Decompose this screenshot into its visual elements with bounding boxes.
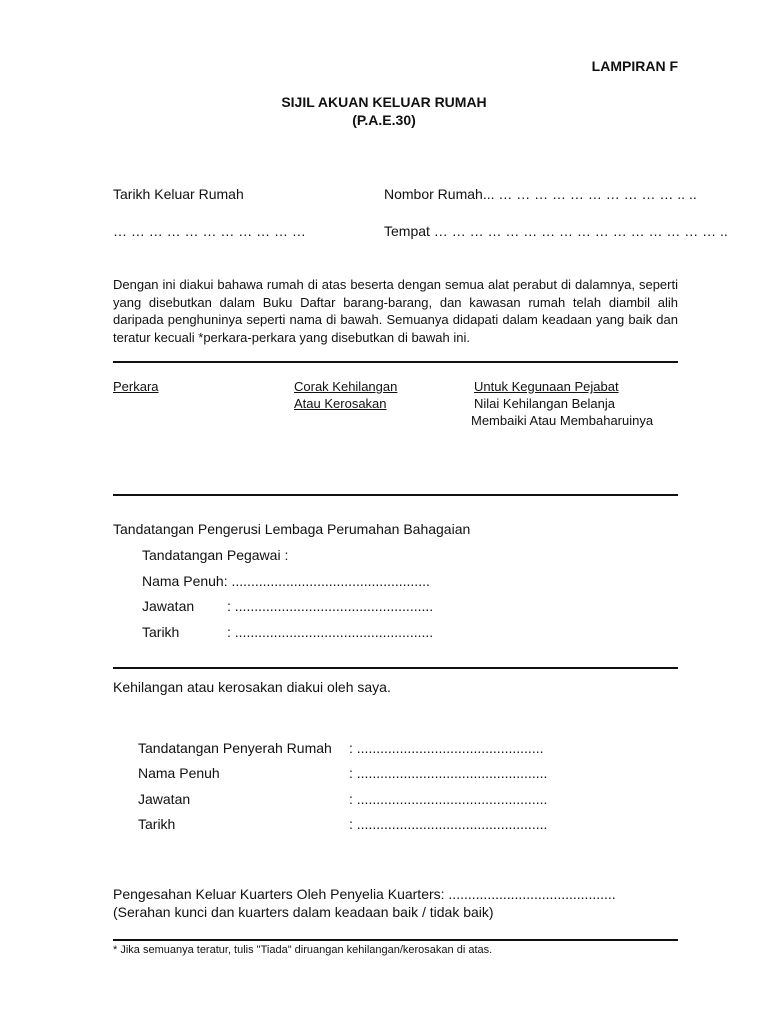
- tarikh-field: : ...................................................: [227, 624, 434, 640]
- nama-penuh-label: Nama Penuh: [138, 765, 220, 781]
- acknowledgement-text: Kehilangan atau kerosakan diakui oleh saya.: [113, 679, 391, 695]
- tandatangan-penyerah-label: Tandatangan Penyerah Rumah: [138, 740, 332, 756]
- lampiran-label: LAMPIRAN F: [591, 58, 678, 74]
- tarikh-keluar-label: Tarikh Keluar Rumah: [113, 186, 244, 202]
- pengesahan-field: Pengesahan Keluar Kuarters Oleh Penyelia Kuarters: ...........................................: [113, 886, 616, 902]
- corak-header-line1: Corak Kehilangan: [294, 379, 398, 394]
- declaration-paragraph: Dengan ini diakui bahawa rumah di atas beserta dengan semua alat perabut di dalamnya, seperti yang disebutkan dalam Buku Daftar barang-barang, dan kawasan rumah telah diambil alih daripada penghuninya seperti nama di bawah. Semuanya didapati dalam keadaan yang baik dan teratur kecuali *perkara-perkara yang disebutkan di bawah ini.: [113, 277, 678, 345]
- document-title: SIJIL AKUAN KELUAR RUMAH: [281, 94, 487, 110]
- tandatangan-penyerah-field: : ................................................: [349, 740, 544, 756]
- tarikh-keluar-field: … … … … … … … … … … …: [113, 223, 306, 239]
- jawatan-field: : .................................................: [349, 791, 548, 807]
- tarikh-label: Tarikh: [138, 816, 176, 832]
- jawatan-label: Jawatan: [138, 791, 191, 807]
- jawatan-field: : ...................................................: [227, 598, 434, 614]
- kegunaan-header-line2: Nilai Kehilangan Belanja: [474, 396, 615, 411]
- tarikh-field: : .................................................: [349, 816, 548, 832]
- divider: [113, 361, 678, 363]
- nama-penuh-field: : .................................................: [349, 765, 548, 781]
- tandatangan-pegawai-label: Tandatangan Pegawai :: [142, 547, 289, 563]
- nama-penuh-field: Nama Penuh: ...................................................: [142, 573, 430, 589]
- tarikh-label: Tarikh: [142, 624, 180, 640]
- kegunaan-header-line1: Untuk Kegunaan Pejabat: [474, 379, 619, 394]
- perkara-header: Perkara: [113, 379, 159, 394]
- pengerusi-heading: Tandatangan Pengerusi Lembaga Perumahan Bahagaian: [113, 521, 471, 537]
- footnote: * Jika semuanya teratur, tulis "Tiada" diruangan kehilangan/kerosakan di atas.: [113, 944, 493, 956]
- pengesahan-note: (Serahan kunci dan kuarters dalam keadaan baik / tidak baik): [113, 904, 494, 920]
- divider: [113, 939, 678, 941]
- divider: [113, 667, 678, 669]
- kegunaan-header-line3: Membaiki Atau Membaharuinya: [471, 413, 654, 428]
- tempat-field: Tempat … … … … … … … … … … … … … … … … ..: [384, 223, 728, 239]
- jawatan-label: Jawatan: [142, 598, 195, 614]
- corak-header-line2: Atau Kerosakan: [294, 396, 387, 411]
- divider: [113, 494, 678, 496]
- form-code: (P.A.E.30): [352, 112, 416, 128]
- nombor-rumah-field: Nombor Rumah... … … … … … … … … … … .. ..: [384, 186, 697, 202]
